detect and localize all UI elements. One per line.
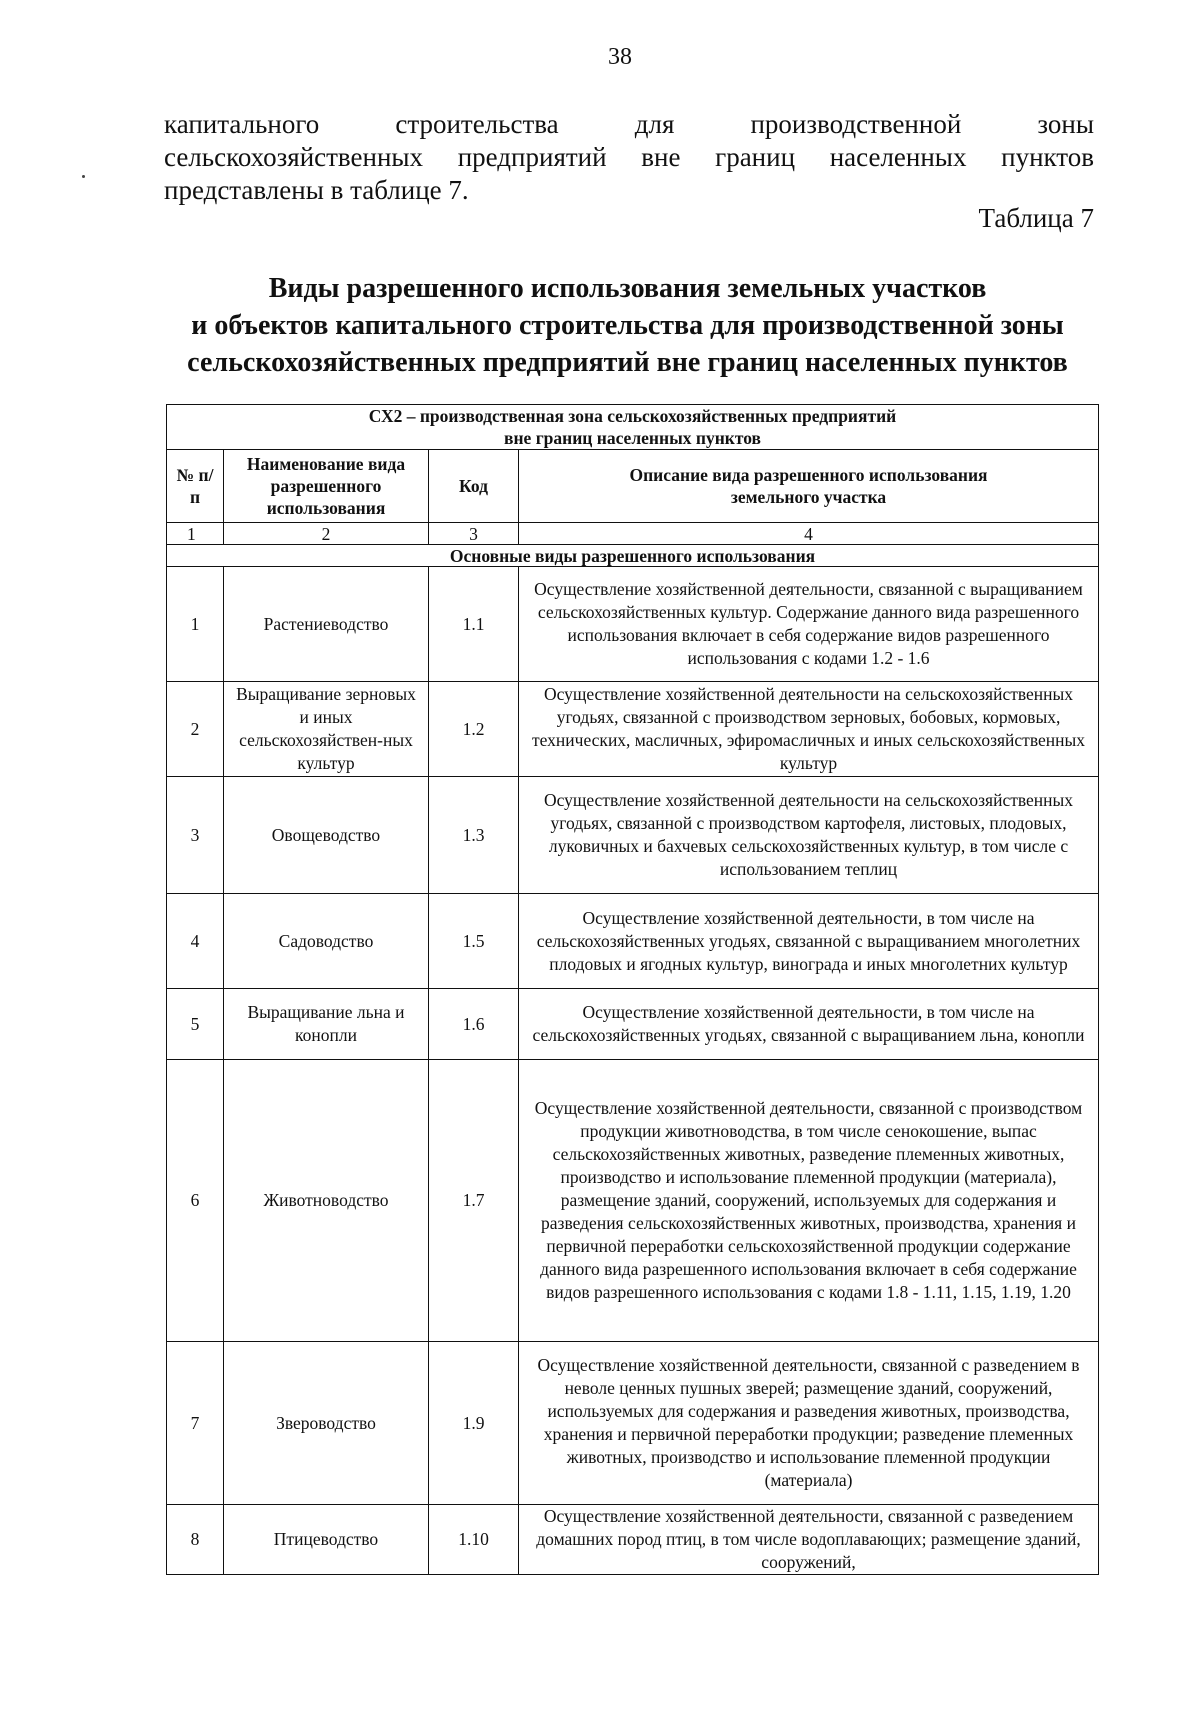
row-name: Выращивание зерновых и иных сельскохозяйствен-ных культур — [224, 682, 429, 777]
row-name: Животноводство — [224, 1060, 429, 1342]
intro-line-2: сельскохозяйственных предприятий вне границ населенных пунктов — [164, 142, 1094, 172]
row-desc: Осуществление хозяйственной деятельности на сельскохозяйственных угодьях, связанной с производством зерновых, бобовых, кормовых, технических, масличных, эфиромасличных и иных сельскохозяйственных культур — [519, 682, 1099, 777]
row-num: 7 — [167, 1342, 224, 1505]
zone-header-line-2: вне границ населенных пунктов — [504, 428, 761, 448]
title-line-2: и объектов капитального строительства для производственной зоны — [191, 310, 1064, 341]
row-name: Звероводство — [224, 1342, 429, 1505]
column-number-row — [167, 523, 1099, 545]
column-number: 2 — [224, 523, 429, 545]
row-desc: Осуществление хозяйственной деятельности, связанной с разведением домашних пород птиц, в том числе водоплавающих; размещение зданий, сооружений, — [519, 1505, 1099, 1575]
row-code: 1.1 — [429, 567, 519, 682]
header-code: Код — [429, 450, 519, 523]
row-desc: Осуществление хозяйственной деятельности, в том числе на сельскохозяйственных угодьях, связанной с выращиванием льна, конопли — [519, 989, 1099, 1060]
title-line-1: Виды разрешенного использования земельных участков — [268, 273, 987, 304]
document-title — [150, 270, 1105, 381]
zone-header-line-1: СХ2 – производственная зона сельскохозяйственных предприятий — [368, 406, 897, 426]
row-code: 1.5 — [429, 894, 519, 989]
section-row — [167, 545, 1099, 567]
zone-header-cell — [167, 405, 1099, 450]
row-name: Растениеводство — [224, 567, 429, 682]
row-name: Птицеводство — [224, 1505, 429, 1575]
row-num: 3 — [167, 777, 224, 894]
row-num: 1 — [167, 567, 224, 682]
table-row — [167, 1505, 1099, 1575]
row-num: 6 — [167, 1060, 224, 1342]
column-number: 3 — [429, 523, 519, 545]
table-row — [167, 989, 1099, 1060]
title-line-3: сельскохозяйственных предприятий вне границ населенных пунктов — [187, 347, 1068, 378]
row-desc: Осуществление хозяйственной деятельности, связанной с выращиванием сельскохозяйственных культур. Содержание данного вида разрешенного использования включает в себя содержание видов разрешенного использования с кодами 1.2 - 1.6 — [519, 567, 1099, 682]
page-number: 38 — [608, 44, 632, 70]
intro-line-1: капитального строительства для производственной зоны — [164, 109, 1094, 139]
row-code: 1.7 — [429, 1060, 519, 1342]
row-desc: Осуществление хозяйственной деятельности, связанной с разведением в неволе ценных пушных зверей; размещение зданий, сооружений, используемых для содержания и разведения животных, производства, хранения и первичной переработки продукции; разведение племенных животных, производство и использование племенной продукции (материала) — [519, 1342, 1099, 1505]
table-row — [167, 777, 1099, 894]
table-row — [167, 894, 1099, 989]
row-num: 4 — [167, 894, 224, 989]
header-num: № п/п — [167, 450, 224, 523]
table-row — [167, 1342, 1099, 1505]
row-name: Садоводство — [224, 894, 429, 989]
row-name: Овощеводство — [224, 777, 429, 894]
row-desc: Осуществление хозяйственной деятельности, связанной с производством продукции животноводства, в том числе сенокошение, выпас сельскохозяйственных животных, разведение племенных животных, производство и использование племенной продукции (материала), размещение зданий, сооружений, используемых для содержания и разведения сельскохозяйственных животных, производства, хранения и первичной переработки сельскохозяйственной продукции содержание данного вида разрешенного использования включает в себя содержание видов разрешенного использования с кодами 1.8 - 1.11, 1.15, 1.19, 1.20 — [519, 1060, 1099, 1342]
table-row — [167, 1060, 1099, 1342]
row-num: 8 — [167, 1505, 224, 1575]
section-title: Основные виды разрешенного использования — [167, 545, 1099, 567]
land-use-table — [166, 404, 1099, 1575]
header-name: Наименование вида разрешенного использования — [224, 450, 429, 523]
row-num: 2 — [167, 682, 224, 777]
row-code: 1.9 — [429, 1342, 519, 1505]
intro-paragraph — [164, 108, 1094, 207]
column-number: 4 — [519, 523, 1099, 545]
row-code: 1.6 — [429, 989, 519, 1060]
row-desc: Осуществление хозяйственной деятельности на сельскохозяйственных угодьях, связанной с производством картофеля, листовых, плодовых, луковичных и бахчевых сельскохозяйственных культур, в том числе с использованием теплиц — [519, 777, 1099, 894]
table-row — [167, 567, 1099, 682]
row-desc: Осуществление хозяйственной деятельности, в том числе на сельскохозяйственных угодьях, связанной с выращиванием многолетних плодовых и ягодных культур, винограда и иных многолетних культур — [519, 894, 1099, 989]
row-num: 5 — [167, 989, 224, 1060]
column-number: 1 — [167, 523, 224, 545]
row-code: 1.3 — [429, 777, 519, 894]
header-desc: Описание вида разрешенного использования земельного участка — [519, 450, 1099, 523]
table-row — [167, 682, 1099, 777]
row-code: 1.2 — [429, 682, 519, 777]
scan-artifact-dot — [82, 175, 85, 178]
column-header-row — [167, 450, 1099, 523]
row-code: 1.10 — [429, 1505, 519, 1575]
table-label: Таблица 7 — [978, 203, 1094, 233]
zone-header-row — [167, 405, 1099, 450]
row-name: Выращивание льна и конопли — [224, 989, 429, 1060]
intro-line-3: представлены в таблице 7. — [164, 175, 469, 205]
